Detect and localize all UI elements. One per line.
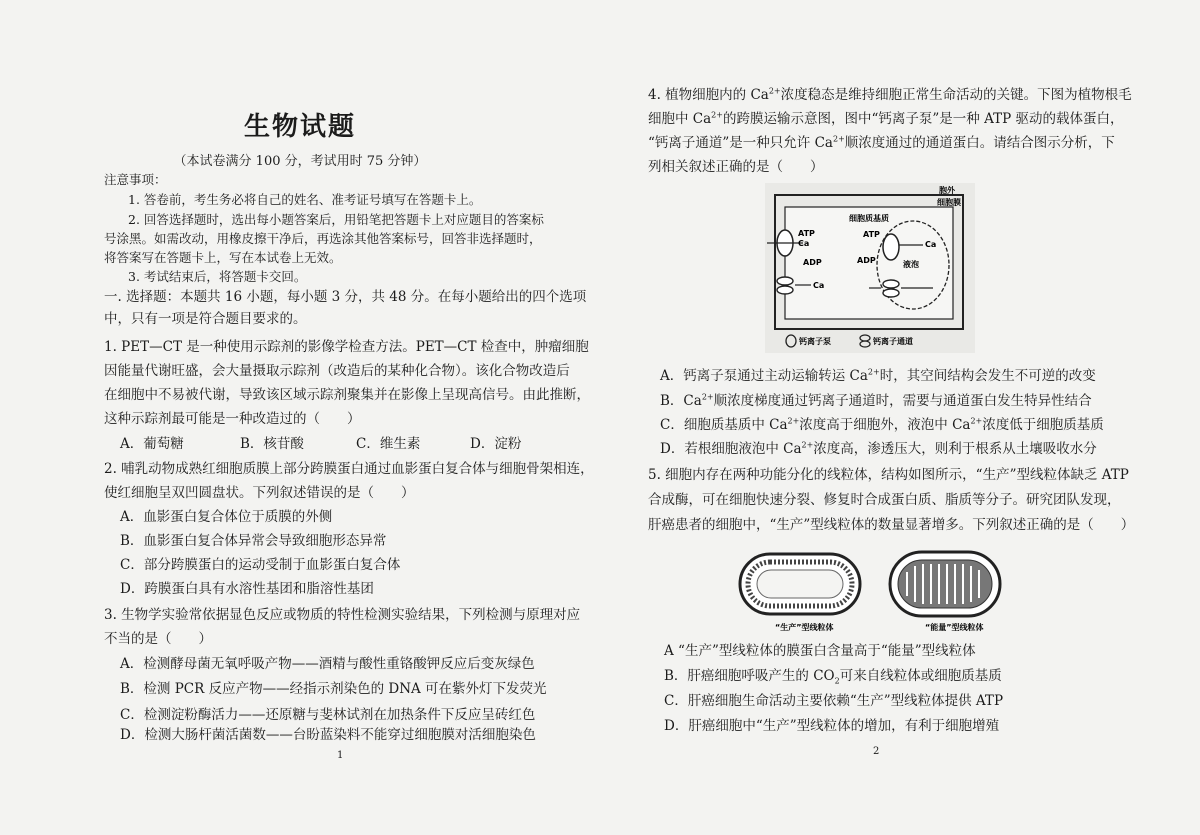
q5-option-a: A “生产”型线粒体的膜蛋白含量高于“能量”型线粒体 [664, 643, 976, 659]
vacuole-channel-icon [883, 280, 899, 288]
legend-pump: 钙离子泵 [799, 337, 831, 346]
q3-option-d: D．检测大肠杆菌活菌数——台盼蓝染料不能穿过细胞膜对活细胞染色 [120, 727, 536, 743]
notice-3: 3. 考试结束后，将答题卡交回。 [128, 269, 307, 284]
section-header-b: 中，只有一项是符合题目要求的。 [104, 311, 307, 327]
q1-line-3: 在细胞中不易被代谢，导致该区域示踪剂聚集并在影像上呈现高信号。由此推断， [104, 387, 590, 403]
q4-line-4: 列相关叙述正确的是（ ） [648, 159, 824, 175]
q1-option-b: B．核苷酸 [240, 436, 304, 452]
section-header-a: 一. 选择题：本题共 16 小题，每小题 3 分，共 48 分。在每小题给出的四个选项 [104, 289, 587, 305]
q5-option-c: C．肝癌细胞生命活动主要依赖“生产”型线粒体提供 ATP [664, 693, 1004, 709]
q5-line-3: 肝癌患者的细胞中，“生产”型线粒体的数量显著增多。下列叙述正确的是（ ） [648, 517, 1135, 533]
q4-option-d: D．若根细胞液泡中 $Ca^{2+}$浓度高，渗透压大，则利于根系从土壤吸收水分 [660, 440, 1097, 457]
q3-option-a: A．检测酵母菌无氧呼吸产物——酒精与酸性重铬酸钾反应后变灰绿色 [120, 656, 535, 672]
label-membrane: 细胞膜 [937, 198, 961, 207]
exam-title: 生物试题 [243, 112, 356, 142]
q2-option-b: B．血影蛋白复合体异常会导致细胞形态异常 [120, 533, 387, 549]
label-production-mito: “生产”型线粒体 [775, 623, 834, 632]
q4-option-a: A．钙离子泵通过主动运输转运 $Ca^{2+}$时，其空间结构会发生不可逆的改变 [660, 367, 1096, 384]
q1-option-c: C．维生素 [356, 436, 421, 452]
q4-line-3: “钙离子通道”是一种只允许 $Ca^{2+}$顺浓度通过的通道蛋白。请结合图示分析，下 [648, 134, 1115, 151]
q5-option-b: B．肝癌细胞呼吸产生的 $CO_2$可来自线粒体或细胞质基质 [664, 668, 1002, 686]
label-outside: 胞外 [939, 186, 955, 195]
q2-option-d: D．跨膜蛋白具有水溶性基团和脂溶性基团 [120, 581, 374, 597]
q2-line-1: 2. 哺乳动物成熟红细胞质膜上部分跨膜蛋白通过血影蛋白复合体与细胞骨架相连， [104, 461, 594, 477]
label-ca-left: Ca [798, 239, 810, 248]
q5-line-1: 5. 细胞内存在两种功能分化的线粒体，结构如图所示，“生产”型线粒体缺乏 ATP [648, 467, 1129, 483]
mitochondria-figure [735, 548, 1035, 636]
label-adp-left: ADP [803, 258, 822, 267]
q5-line-2: 合成酶，可在细胞快速分裂、修复时合成蛋白质、脂质等分子。研究团队发现， [648, 492, 1121, 508]
label-ca-vacuole: Ca [925, 240, 937, 249]
calcium-transport-diagram [765, 183, 975, 353]
q1-line-4: 这种示踪剂最可能是一种改造过的（ ） [104, 411, 361, 427]
notice-2c: 将答案写在答题卡上，写在本试卷上无效。 [104, 250, 342, 265]
q1-option-d: D．淀粉 [470, 436, 522, 452]
label-energy-mito: “能量”型线粒体 [925, 623, 984, 632]
q4-option-b: B．$Ca^{2+}$顺浓度梯度通过钙离子通道时，需要与通道蛋白发生特异性结合 [660, 392, 1092, 409]
notice-header: 注意事项： [104, 172, 167, 187]
q1-line-1: 1. PET—CT 是一种使用示踪剂的影像学检查方法。PET—CT 检查中，肿瘤细胞 [104, 339, 589, 355]
label-vacuole: 液泡 [903, 260, 919, 269]
q1-line-2: 因能量代谢旺盛，会大量摄取示踪剂（改造后的某种化合物）。该化合物改造后 [104, 363, 570, 379]
q1-option-a: A．葡萄糖 [120, 436, 184, 452]
calcium-channel-icon [777, 277, 793, 285]
notice-1: 1. 答卷前，考生务必将自己的姓名、准考证号填写在答题卡上。 [128, 192, 482, 207]
page-number-1: 1 [337, 750, 344, 761]
q3-line-1: 3. 生物学实验常依据显色反应或物质的特性检测实验结果，下列检测与原理对应 [104, 607, 581, 623]
notice-2b: 号涂黑。如需改动，用橡皮擦干净后，再选涂其他答案标号，回答非选择题时， [104, 231, 542, 246]
vacuole-pump-icon [883, 234, 899, 260]
q4-line-1: 4. 植物细胞内的 $Ca^{2+}$浓度稳态是维持细胞正常生命活动的关键。下图为植物根毛 [648, 86, 1132, 103]
q3-line-2: 不当的是（ ） [104, 631, 212, 647]
q4-line-2: 细胞中 $Ca^{2+}$的跨膜运输示意图，图中“钙离子泵”是一种 ATP 驱动的载体蛋白， [648, 110, 1124, 127]
label-atp-left: ATP [798, 229, 815, 238]
q5-option-d: D．肝癌细胞中“生产”型线粒体的增加，有利于细胞增殖 [664, 718, 1000, 734]
q2-option-c: C．部分跨膜蛋白的运动受制于血影蛋白复合体 [120, 557, 401, 573]
q3-option-b: B．检测 PCR 反应产物——经指示剂染色的 DNA 可在紫外灯下发荧光 [120, 681, 547, 697]
q3-option-c: C．检测淀粉酶活力——还原糖与斐林试剂在加热条件下反应呈砖红色 [120, 707, 536, 723]
label-ca-channel: Ca [813, 281, 825, 290]
label-adp-right: ADP [857, 256, 876, 265]
notice-2a: 2. 回答选择题时，选出每小题答案后，用铅笔把答题卡上对应题目的答案标 [128, 212, 544, 227]
page-2 [600, 0, 1200, 835]
legend-channel: 钙离子通道 [873, 337, 913, 346]
q4-option-c: C．细胞质基质中 $Ca^{2+}$浓度高于细胞外，液泡中 $Ca^{2+}$浓度低于细胞质基质 [660, 416, 1104, 433]
label-cytoplasm: 细胞质基质 [849, 214, 889, 223]
q2-option-a: A．血影蛋白复合体位于质膜的外侧 [120, 509, 333, 525]
exam-subtitle: （本试卷满分 100 分，考试用时 75 分钟） [173, 154, 427, 169]
label-atp-right: ATP [863, 230, 880, 239]
page-number-2: 2 [873, 746, 880, 757]
q2-line-2: 使红细胞呈双凹圆盘状。下列叙述错误的是（ ） [104, 485, 415, 501]
